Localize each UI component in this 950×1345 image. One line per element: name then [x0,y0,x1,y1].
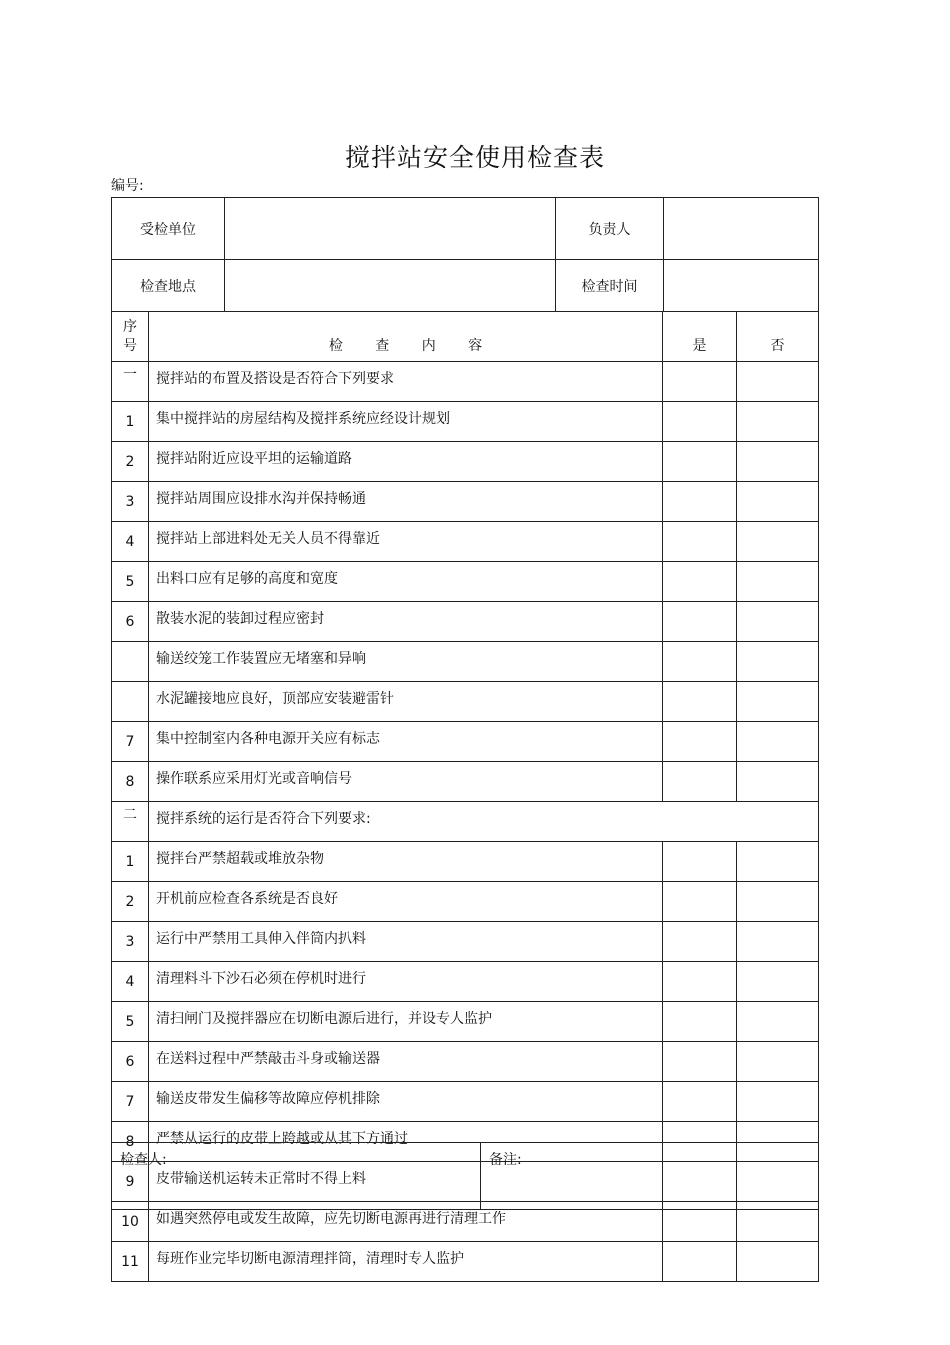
yes-checkbox-cell[interactable] [663,602,737,642]
no-checkbox-cell[interactable] [737,682,819,722]
checklist-row [112,1082,819,1122]
no-checkbox-cell[interactable] [737,1042,819,1082]
row-index: 8 [112,1122,149,1162]
row-check-item: 操作联系应采用灯光或音响信号 [149,762,663,802]
checklist-row [112,762,819,802]
checklist-row [112,882,819,922]
row-index: 6 [112,1042,149,1082]
time-field[interactable] [664,260,819,312]
checklist-row [112,522,819,562]
inspector-label: 检查人: [120,1152,167,1168]
yes-checkbox-cell[interactable] [663,1042,737,1082]
row-index: 一 [112,362,149,402]
row-check-item: 出料口应有足够的高度和宽度 [149,562,663,602]
checklist-row [112,602,819,642]
no-column-header: 否 [737,312,819,362]
row-index: 6 [112,602,149,642]
column-header-row [112,312,819,362]
checklist-row [112,482,819,522]
row-check-item: 皮带输送机运转未正常时不得上料 [149,1162,663,1202]
no-checkbox-cell[interactable] [737,1082,819,1122]
yes-checkbox-cell[interactable] [663,562,737,602]
row-check-item: 运行中严禁用工具伸入伴筒内扒料 [149,922,663,962]
yes-checkbox-cell[interactable] [663,1082,737,1122]
no-checkbox-cell[interactable] [737,642,819,682]
no-checkbox-cell[interactable] [737,562,819,602]
no-checkbox-cell[interactable] [737,722,819,762]
yes-checkbox-cell[interactable] [663,882,737,922]
row-check-item: 水泥罐接地应良好，顶部应安装避雷针 [149,682,663,722]
yes-checkbox-cell[interactable] [663,1242,737,1282]
inspected-unit-label: 受检单位 [112,198,225,260]
header-table [111,197,819,312]
content-column-header [149,312,663,362]
row-check-item: 集中控制室内各种电源开关应有标志 [149,722,663,762]
row-index: 8 [112,762,149,802]
checklist-row [112,962,819,1002]
remarks-label: 备注: [489,1152,522,1168]
yes-checkbox-cell[interactable] [663,962,737,1002]
yes-checkbox-cell[interactable] [663,762,737,802]
yes-column-header: 是 [663,312,737,362]
inspected-unit-field[interactable] [225,198,556,260]
number-label: 编号: [111,178,144,194]
row-index: 10 [112,1202,149,1242]
index-header-line1: 序 [123,318,137,335]
row-check-item: 严禁从运行的皮带上跨越或从其下方通过 [149,1122,663,1162]
row-index: 1 [112,842,149,882]
responsible-field[interactable] [664,198,819,260]
yes-checkbox-cell[interactable] [663,402,737,442]
row-index: 二 [112,802,149,842]
row-index: 4 [112,962,149,1002]
row-check-item: 搅拌站上部进料处无关人员不得靠近 [149,522,663,562]
remarks-field[interactable] [481,1143,819,1210]
footer-table [111,1142,819,1210]
index-column-header [112,312,149,362]
checklist-row [112,402,819,442]
no-checkbox-cell[interactable] [737,362,819,402]
checklist-row [112,442,819,482]
no-checkbox-cell[interactable] [737,962,819,1002]
row-check-item: 搅拌站周围应设排水沟并保持畅通 [149,482,663,522]
checklist-table [111,311,819,1282]
no-checkbox-cell[interactable] [737,522,819,562]
row-index: 5 [112,1002,149,1042]
no-checkbox-cell[interactable] [737,482,819,522]
no-checkbox-cell[interactable] [737,882,819,922]
row-index: 5 [112,562,149,602]
checklist-row [112,842,819,882]
row-check-item: 搅拌台严禁超载或堆放杂物 [149,842,663,882]
yes-checkbox-cell[interactable] [663,682,737,722]
row-check-item: 搅拌站的布置及搭设是否符合下列要求 [149,362,663,402]
row-check-item: 如遇突然停电或发生故障，应先切断电源再进行清理工作 [149,1202,663,1242]
yes-checkbox-cell[interactable] [663,922,737,962]
checklist-row [112,1002,819,1042]
row-index: 4 [112,522,149,562]
location-label: 检查地点 [112,260,225,312]
no-checkbox-cell[interactable] [737,922,819,962]
row-index: 11 [112,1242,149,1282]
row-index: 1 [112,402,149,442]
time-label: 检查时间 [556,260,664,312]
row-check-item: 搅拌站附近应设平坦的运输道路 [149,442,663,482]
row-check-item: 在送料过程中严禁敲击斗身或输送器 [149,1042,663,1082]
yes-checkbox-cell[interactable] [663,722,737,762]
no-checkbox-cell[interactable] [737,1002,819,1042]
checklist-row [112,562,819,602]
no-checkbox-cell[interactable] [737,442,819,482]
checklist-row [112,642,819,682]
row-check-item: 开机前应检查各系统是否良好 [149,882,663,922]
yes-checkbox-cell[interactable] [663,1002,737,1042]
row-index: 7 [112,1082,149,1122]
yes-checkbox-cell[interactable] [663,482,737,522]
yes-checkbox-cell[interactable] [663,842,737,882]
content-header-char: 内 [421,338,436,354]
content-header-char: 查 [375,338,390,354]
row-index: 2 [112,882,149,922]
row-index [112,642,149,682]
inspector-signature-field[interactable] [112,1143,481,1210]
no-checkbox-cell[interactable] [737,1242,819,1282]
row-check-item: 每班作业完毕切断电源清理拌筒，清理时专人监护 [149,1242,663,1282]
checklist-row [112,1242,819,1282]
yes-checkbox-cell[interactable] [663,522,737,562]
content-header-char: 容 [468,338,483,354]
checklist-row [112,722,819,762]
content-header-char: 检 [328,338,343,354]
row-index: 2 [112,442,149,482]
yes-checkbox-cell[interactable] [663,442,737,482]
row-index: 3 [112,922,149,962]
row-check-item: 输送皮带发生偏移等故障应停机排除 [149,1082,663,1122]
document-title: 搅拌站安全使用检查表 [344,143,605,172]
no-checkbox-cell[interactable] [737,762,819,802]
responsible-label: 负责人 [556,198,664,260]
row-index: 7 [112,722,149,762]
row-check-item: 清理料斗下沙石必须在停机时进行 [149,962,663,1002]
checklist-row [112,1042,819,1082]
row-index: 9 [112,1162,149,1202]
index-header-line2: 号 [123,337,137,354]
row-check-item: 输送绞笼工作装置应无堵塞和异响 [149,642,663,682]
yes-checkbox-cell[interactable] [663,362,737,402]
row-check-item: 散装水泥的装卸过程应密封 [149,602,663,642]
location-field[interactable] [225,260,556,312]
row-check-item: 集中搅拌站的房屋结构及搅拌系统应经设计规划 [149,402,663,442]
row-index [112,682,149,722]
no-checkbox-cell[interactable] [737,402,819,442]
checklist-row [112,682,819,722]
section-row [112,802,819,842]
row-check-item: 清扫闸门及搅拌器应在切断电源后进行，并设专人监护 [149,1002,663,1042]
row-index: 3 [112,482,149,522]
yes-checkbox-cell[interactable] [663,642,737,682]
no-checkbox-cell[interactable] [737,842,819,882]
row-check-item: 搅拌系统的运行是否符合下列要求: [149,802,819,842]
checklist-row [112,922,819,962]
no-checkbox-cell[interactable] [737,602,819,642]
section-row [112,362,819,402]
